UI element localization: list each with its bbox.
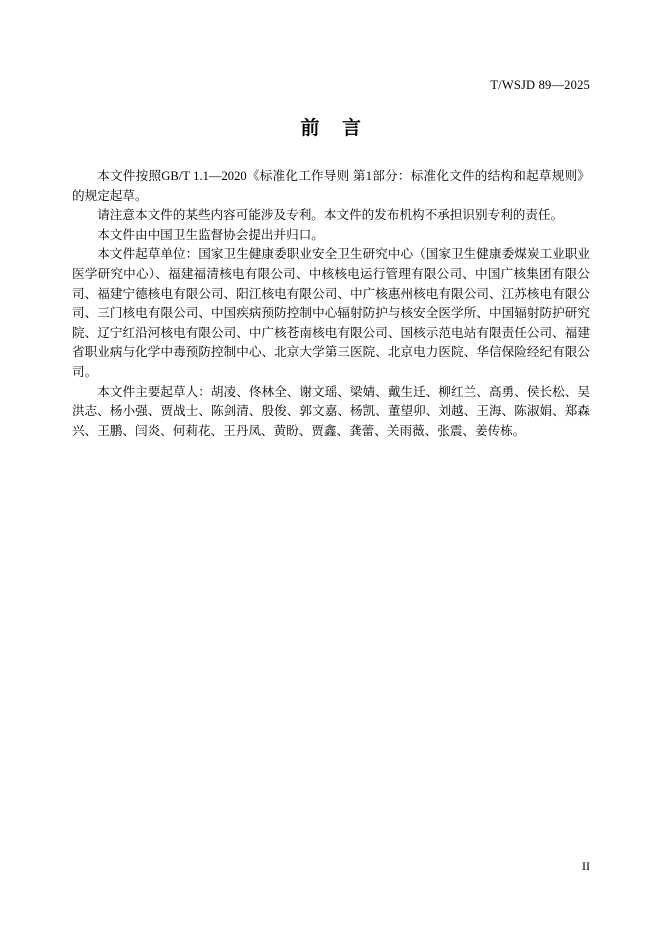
- page-title: [0, 113, 662, 140]
- page-title-part2: 言: [342, 118, 362, 139]
- foreword-paragraph: 本文件按照GB/T 1.1—2020《标准化工作导则 第1部分：标准化文件的结构和起草规则》的规定起草。: [72, 169, 590, 203]
- foreword-paragraph: 本文件主要起草人：胡凌、佟林全、谢文瑶、梁婧、戴生迁、柳红兰、高勇、侯长松、吴洪志、杨小强、贾战士、陈剑清、殷俊、郭文嘉、杨凯、董望卯、刘越、王海、陈淑娟、郑森兴、王鹏、闫炎、何莉花、王丹凤、黄盼、贾鑫、龚蕾、关雨薇、张震、姜传栋。: [72, 384, 590, 438]
- page-number: II: [582, 859, 590, 873]
- foreword-paragraph: 请注意本文件的某些内容可能涉及专利。本文件的发布机构不承担识别专利的责任。: [97, 208, 564, 223]
- page-title-part1: 前: [300, 118, 320, 139]
- foreword-body: [72, 167, 590, 441]
- foreword-paragraph: 本文件起草单位：国家卫生健康委职业安全卫生研究中心（国家卫生健康委煤炭工业职业医学研究中心）、福建福清核电有限公司、中核核电运行管理有限公司、中国广核集团有限公司、福建宁德核电有限公司、阳江核电有限公司、中广核惠州核电有限公司、江苏核电有限公司、三门核电有限公司、中国疾病预防控制中心辐射防护与核安全医学所、中国辐射防护研究院、辽宁红沿河核电有限公司、中广核苍南核电有限公司、国核示范电站有限责任公司、福建省职业病与化学中毒预防控制中心、北京大学第三医院、北京电力医院、华信保险经纪有限公司。: [72, 247, 590, 379]
- foreword-paragraph: 本文件由中国卫生监督协会提出并归口。: [97, 227, 324, 242]
- standard-code-header: T/WSJD 89—2025: [490, 78, 590, 92]
